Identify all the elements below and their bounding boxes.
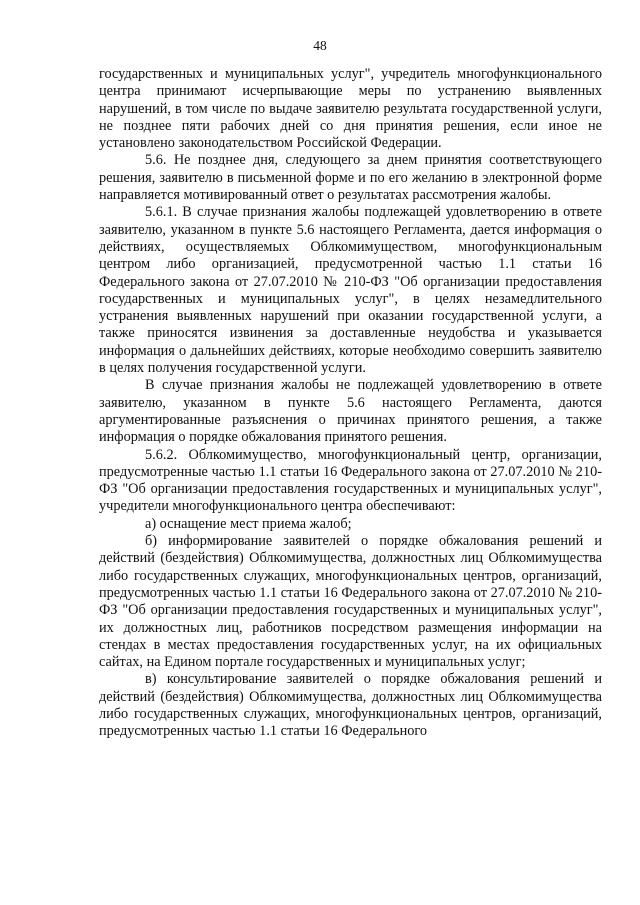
list-item-a: а) оснащение мест приема жалоб; (145, 515, 352, 532)
paragraph-5-6-1-refusal: В случае признания жалобы не подлежащей удовлетворению в ответе заявителю, указанном в пункте 5.6 настоящего Регламента, даются аргументированные разъяснения о причинах принятого решения, а также информация о порядке обжалования принятого решения. (99, 377, 602, 446)
paragraph-5-6: 5.6. Не позднее дня, следующего за днем принятия соответствующего решения, заявителю в письменной форме и по его желанию в электронной форме направляется мотивированный ответ о результатах рассмотрения жалобы. (99, 152, 602, 204)
list-item-v: в) консультирование заявителей о порядке обжалования решений и действий (бездействия) Облкомимущества, должностных лиц Облкомимущества либо государственных служащих, многофункциональных центров, организаций, предусмотренных частью 1.1 статьи 16 Федерального (99, 671, 602, 740)
document-body (99, 66, 602, 741)
page-number: 48 (313, 38, 327, 53)
list-item-b: б) информирование заявителей о порядке обжалования решений и действий (бездействия) Облкомимущества, должностных лиц Облкомимущества либо государственных служащих, многофункциональных центров, организаций, предусмотренных частью 1.1 статьи 16 Федерального закона от 27.07.2010 № 210-ФЗ "Об организации предоставления государственных и муниципальных услуг", их должностных лиц, работников посредством размещения информации на стендах в местах предоставления государственных услуг, на их официальных сайтах, на Едином портале государственных и муниципальных услуг; (99, 533, 602, 671)
paragraph-5-6-1: 5.6.1. В случае признания жалобы подлежащей удовлетворению в ответе заявителю, указанном в пункте 5.6 настоящего Регламента, дается информация о действиях, осуществляемых Облкомимуществом, многофункциональным центром либо организацией, предусмотренной частью 1.1 статьи 16 Федерального закона от 27.07.2010 № 210-ФЗ "Об организации предоставления государственных и муниципальных услуг", в целях незамедлительного устранения выявленных нарушений при оказании государственной услуги, а также приносятся извинения за доставленные неудобства и указывается информация о дальнейших действиях, которые необходимо совершить заявителю в целях получения государственной услуги. (99, 204, 602, 377)
paragraph-5-6-2: 5.6.2. Облкомимущество, многофункциональный центр, организации, предусмотренные частью 1.1 статьи 16 Федерального закона от 27.07.2010 № 210-ФЗ "Об организации предоставления государственных и муниципальных услуг", учредители многофункционального центра обеспечивают: (99, 446, 602, 515)
paragraph-continuation: государственных и муниципальных услуг", учредитель многофункционального центра принимают исчерпывающие меры по устранению выявленных нарушений, в том числе по выдаче заявителю результата государственной услуги, не позднее пяти рабочих дней со дня принятия решения, если иное не установлено законодательством Российской Федерации. (99, 66, 602, 152)
